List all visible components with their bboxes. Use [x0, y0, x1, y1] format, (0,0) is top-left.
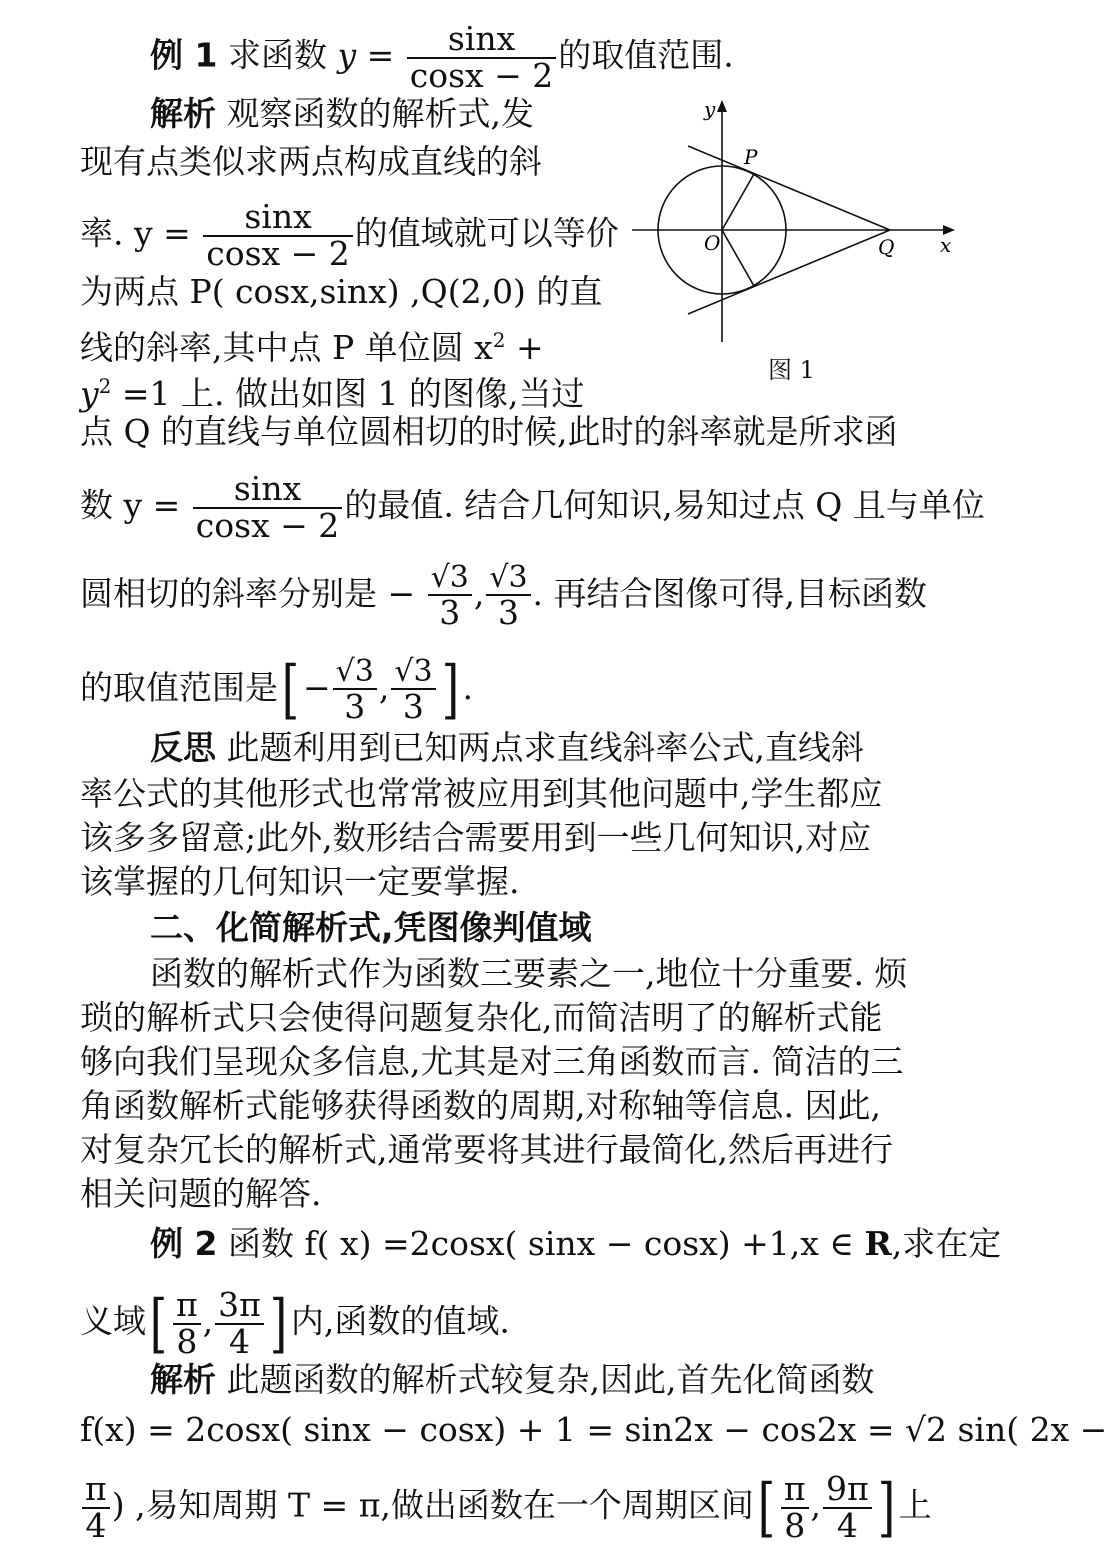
solution1-line-10: 的取值范围是[ − $\frac{√3}{3}$ , $\frac{√3}{3}$ ] . [80, 653, 473, 728]
reflection-line-3: 该多多留意;此外,数形结合需要用到一些几何知识,对应 [80, 818, 872, 857]
tangent-line-upper [688, 146, 890, 230]
solution1-line-6: $y^2 =1$ 上. 做出如图 1 的图像,当过 [80, 374, 585, 413]
fraction: $\frac{√3}{3}$ [428, 562, 472, 630]
section-2-heading: 二、化简解析式,凭图像判值域 [150, 908, 592, 947]
reflection-line-2: 率公式的其他形式也常常被应用到其他问题中,学生都应 [80, 774, 883, 813]
solution1-label: 解析 [150, 94, 216, 133]
solution1-line-4: 为两点 P( cosx,sinx) ,Q(2,0) 的直 [80, 272, 603, 311]
fraction: $\frac{3\pi}{4}$ [215, 1288, 264, 1359]
section2-para-line-2: 琐的解析式只会使得问题复杂化,而简洁明了的解析式能 [80, 998, 883, 1037]
label-O: O [704, 231, 721, 255]
fraction: $\frac{\sin x}{\cos x - 2}$ [407, 22, 557, 93]
solution1-line-7: 点 Q 的直线与单位圆相切的时候,此时的斜率就是所求函 [80, 412, 898, 451]
fraction: $\frac{\pi}{8}$ [173, 1288, 201, 1359]
radius-upper [722, 174, 754, 230]
fraction: $\frac{\sin x}{\cos x - 2}$ [193, 472, 343, 543]
solution1-line-2: 现有点类似求两点构成直线的斜 [80, 142, 542, 181]
example2-line-2: 义域[ $\frac{\pi}{8}$ , $\frac{3\pi}{4}$ ] 内,函数的值域. [80, 1285, 510, 1361]
solution2-line-2: f(x) = 2cosx( sinx − cosx) + 1 = sin2x − cos2x = √2 sin( 2x − [80, 1410, 1107, 1449]
example2-label: 例 2 [150, 1224, 218, 1263]
example1-label: 例 1 [150, 35, 218, 75]
fraction: $\frac{√3}{3}$ [333, 656, 377, 724]
fraction: $\frac{\pi}{4}$ [82, 1472, 110, 1543]
solution2-line-1: 解析 此题函数的解析式较复杂,因此,首先化简函数 [150, 1360, 875, 1399]
reflection-line-1: 反思 此题利用到已知两点求直线斜率公式,直线斜 [150, 728, 864, 767]
figure-1-caption: 图 1 [768, 356, 815, 384]
example1-line: 例 1 求函数 y = $\frac{\sin x}{\cos x - 2}$ 的取值范围. [150, 19, 734, 95]
reflection-line-4: 该掌握的几何知识一定要掌握. [80, 862, 520, 901]
fraction: $\frac{√3}{3}$ [391, 656, 435, 724]
fraction: $\frac{\sin x}{\cos x - 2}$ [203, 200, 353, 271]
label-Q: Q [878, 235, 895, 259]
example2-line-1: 例 2 函数 f( x) =2cosx( sinx − cosx) +1,x ∈ R,求在定 [150, 1224, 1002, 1263]
fraction: $\frac{√3}{3}$ [486, 562, 530, 630]
figure-1-diagram [620, 92, 965, 352]
fraction: $\frac{\pi}{8}$ [781, 1472, 809, 1543]
reflection-label: 反思 [150, 728, 216, 767]
radius-lower [722, 230, 754, 286]
solution2-line-3: $\frac{\pi}{4}$ ) ,易知周期 T = π,做出函数在一个周期区间[ $\frac{\pi}{8}$ , $\frac{9\pi}{4}$ ] 上 [80, 1472, 932, 1520]
section2-para-line-6: 相关问题的解答. [80, 1174, 322, 1213]
section2-para-line-5: 对复杂冗长的解析式,通常要将其进行最简化,然后再进行 [80, 1130, 893, 1169]
label-P: P [744, 145, 758, 169]
section2-para-line-4: 角函数解析式能够获得函数的周期,对称轴等信息. 因此, [80, 1086, 881, 1125]
solution1-line-8: 数 y = $\frac{\sin x}{\cos x - 2}$ 的最值. 结合几何知识,易知过点 Q 且与单位 [80, 469, 985, 545]
solution1-line-1: 解析 观察函数的解析式,发 [150, 94, 534, 133]
fraction: $\frac{9\pi}{4}$ [823, 1472, 872, 1543]
label-x: x [940, 233, 952, 257]
solution1-line-5: 线的斜率,其中点 P 单位圆 $x^2$ + [80, 328, 544, 367]
solution2-label: 解析 [150, 1360, 216, 1399]
label-y: y [704, 97, 716, 121]
solution1-line-9: 圆相切的斜率分别是 − $\frac{√3}{3}$ , $\frac{√3}{3}$ . 再结合图像可得,目标函数 [80, 560, 928, 632]
section2-para-line-3: 够向我们呈现众多信息,尤其是对三角函数而言. 简洁的三 [80, 1042, 904, 1081]
section2-para-line-1: 函数的解析式作为函数三要素之一,地位十分重要. 烦 [150, 954, 908, 993]
y-axis-arrow [717, 100, 727, 112]
solution1-line-3: 率. y = $\frac{\sin x}{\cos x - 2}$ 的值域就可以等价 [80, 197, 619, 273]
